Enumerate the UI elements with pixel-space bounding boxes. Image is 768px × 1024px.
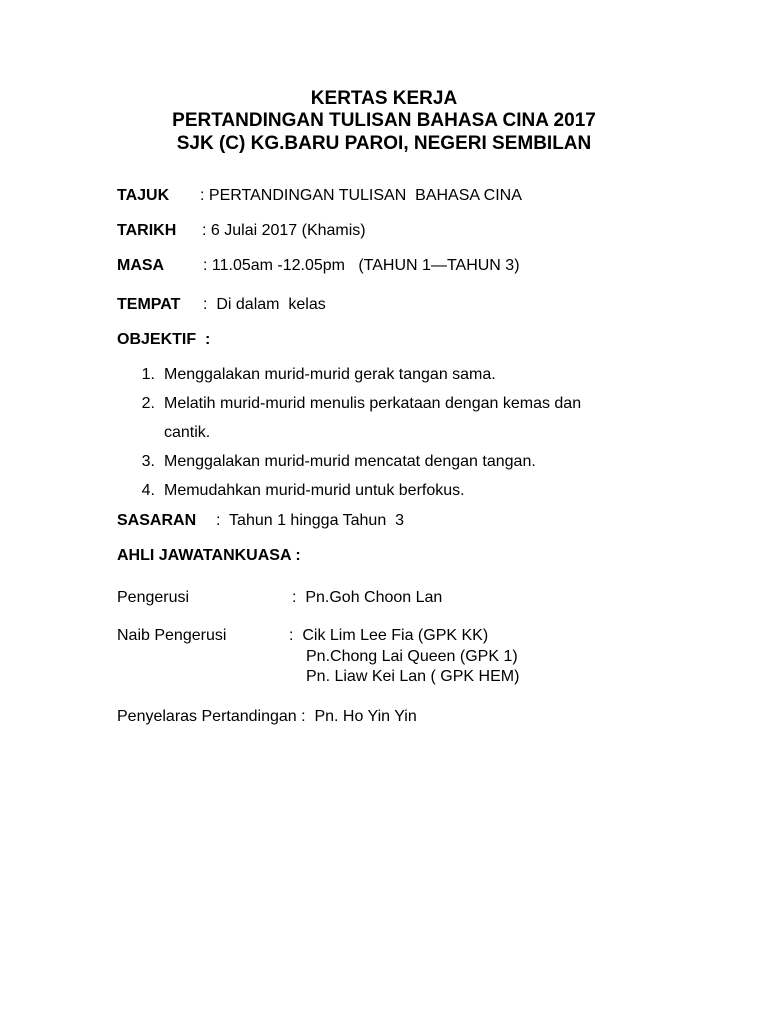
- tempat-label: TEMPAT: [117, 296, 181, 313]
- objektif-heading: OBJEKTIF :: [117, 331, 211, 348]
- pengerusi-value: : Pn.Goh Choon Lan: [292, 589, 443, 606]
- tempat-value: : Di dalam kelas: [203, 296, 326, 313]
- tajuk-label: TAJUK: [117, 187, 170, 204]
- naib-pengerusi-value-1: : Cik Lim Lee Fia (GPK KK): [289, 627, 489, 644]
- objektif-item-3-text: Menggalakan murid-murid mencatat dengan tangan.: [164, 453, 536, 470]
- tarikh-value: : 6 Julai 2017 (Khamis): [202, 222, 366, 239]
- naib-pengerusi-label: Naib Pengerusi: [117, 627, 227, 644]
- naib-pengerusi-value-2: Pn.Chong Lai Queen (GPK 1): [306, 648, 518, 665]
- pengerusi-label: Pengerusi: [117, 589, 190, 606]
- doc-title-line2: PERTANDINGAN TULISAN BAHASA CINA 2017: [172, 110, 596, 131]
- tajuk-value: : PERTANDINGAN TULISAN BAHASA CINA: [200, 187, 522, 204]
- doc-title-line1: KERTAS KERJA: [310, 88, 458, 109]
- objektif-item-4-text: Memudahkan murid-murid untuk berfokus.: [164, 482, 465, 499]
- masa-label: MASA: [117, 257, 165, 274]
- objektif-item-4-number: 4.: [141, 482, 155, 499]
- ajk-heading: AHLI JAWATANKUASA :: [117, 547, 301, 564]
- objektif-item-1-text: Menggalakan murid-murid gerak tangan sama.: [164, 366, 496, 383]
- doc-title-line3: SJK (C) KG.BARU PAROI, NEGERI SEMBILAN: [176, 133, 592, 154]
- sasaran-label: SASARAN: [117, 512, 197, 529]
- sasaran-value: : Tahun 1 hingga Tahun 3: [216, 512, 405, 529]
- objektif-item-2-text-cont: cantik.: [164, 424, 211, 441]
- naib-pengerusi-value-3: Pn. Liaw Kei Lan ( GPK HEM): [306, 668, 520, 685]
- penyelaras-line: Penyelaras Pertandingan : Pn. Ho Yin Yin: [117, 708, 417, 725]
- masa-value: : 11.05am -12.05pm (TAHUN 1—TAHUN 3): [203, 257, 520, 274]
- objektif-item-3-number: 3.: [141, 453, 155, 470]
- objektif-item-1-number: 1.: [141, 366, 155, 383]
- tarikh-label: TARIKH: [117, 222, 177, 239]
- objektif-item-2-number: 2.: [141, 395, 155, 412]
- objektif-item-2-text: Melatih murid-murid menulis perkataan dengan kemas dan: [164, 395, 582, 412]
